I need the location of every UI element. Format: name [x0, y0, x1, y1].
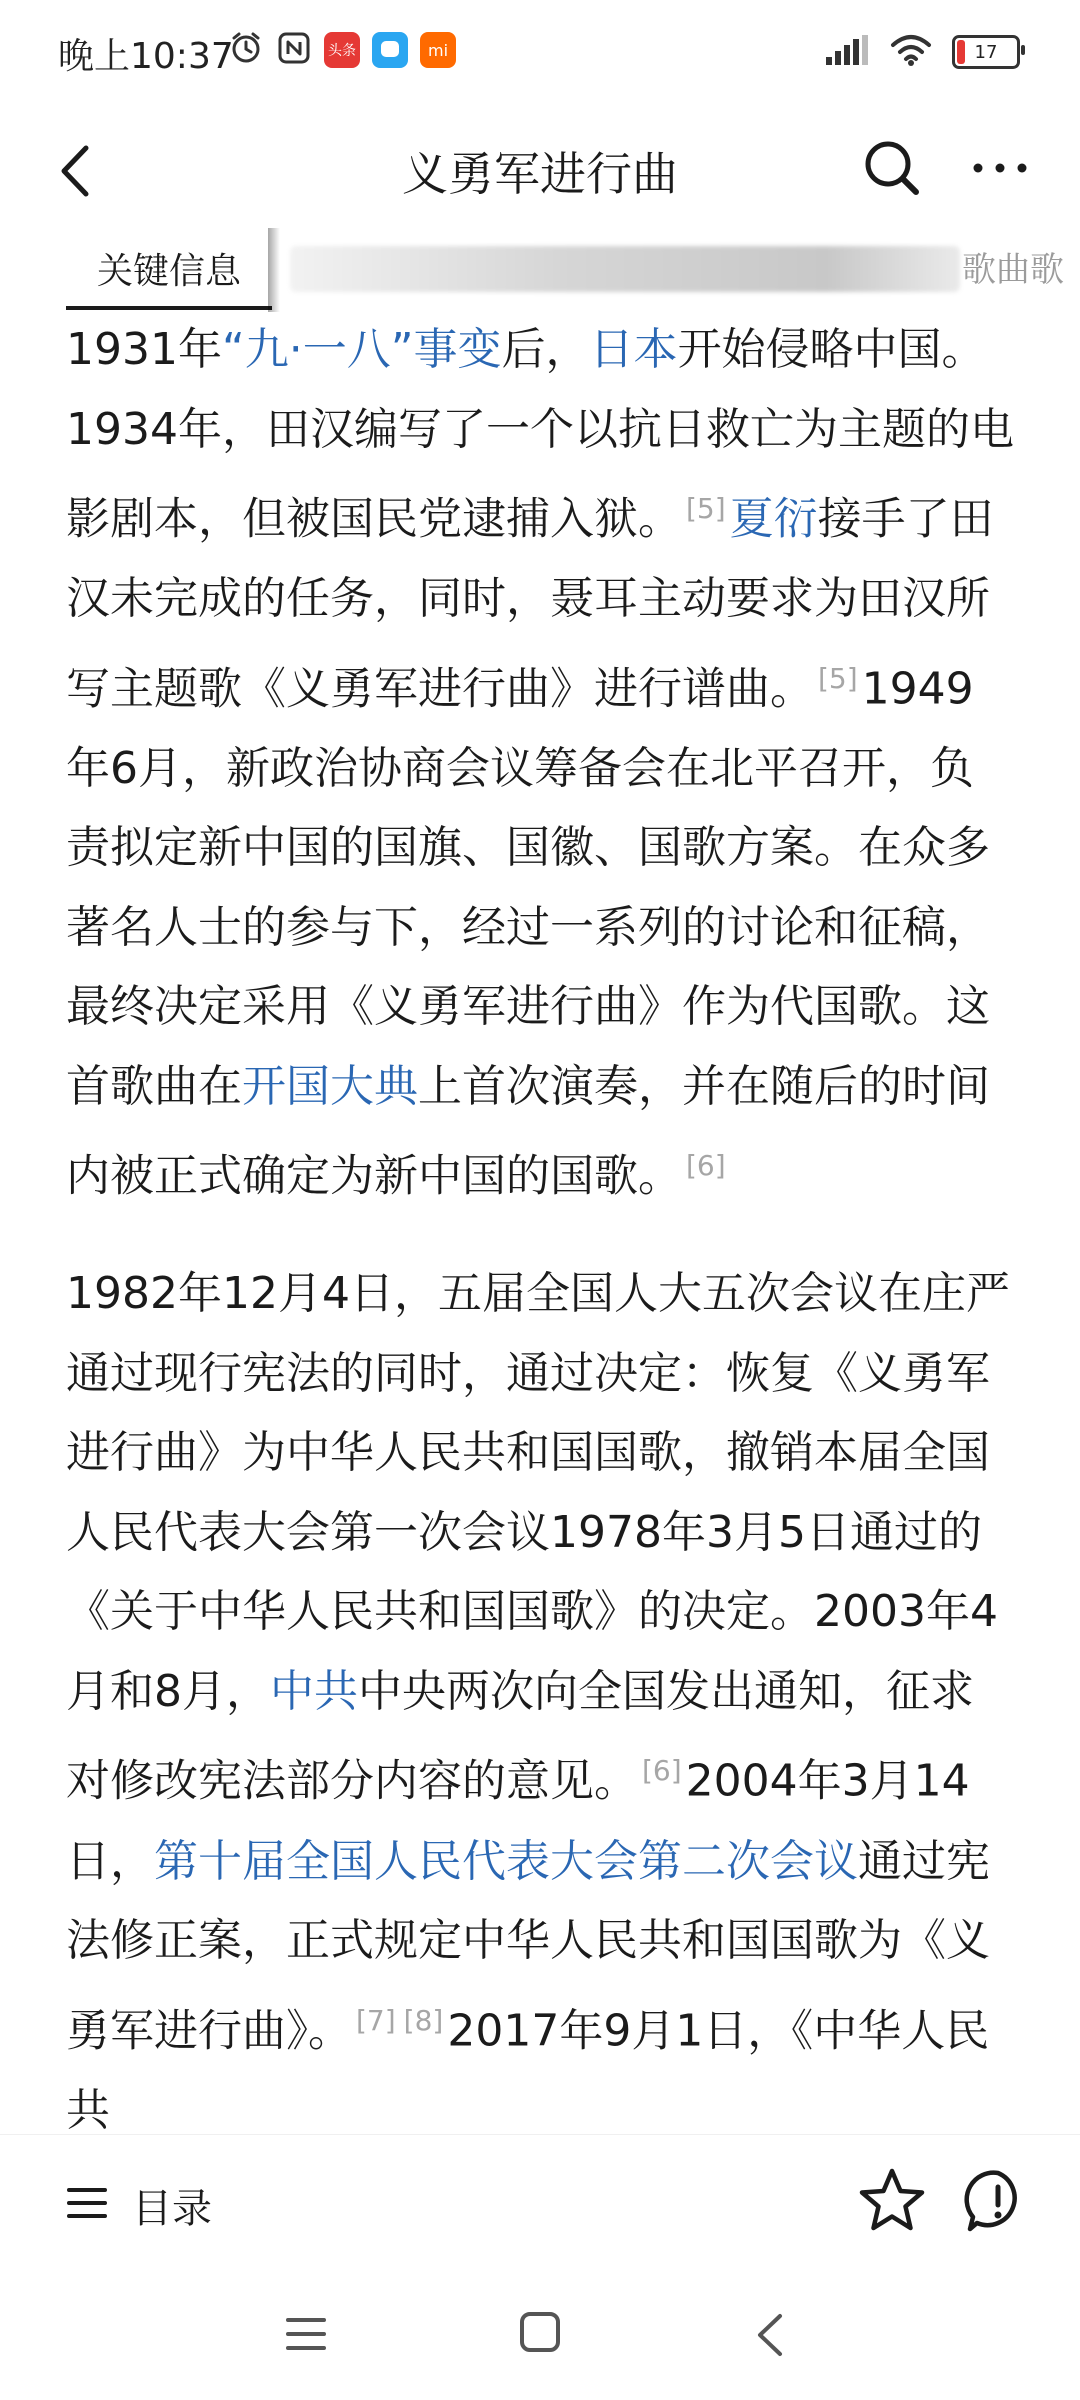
link-10th-npc-2nd-session[interactable]: 第十届全国人民代表大会第二次会议	[154, 1835, 858, 1887]
toutiao-icon	[324, 32, 360, 68]
link-founding-ceremony[interactable]: 开国大典	[242, 1060, 418, 1112]
nfc-icon	[276, 30, 312, 70]
tab-scroll-area[interactable]	[290, 246, 960, 292]
p1-text-6: 上首次演奏，并在随后的时间内被正式确定为新中国的国歌。	[66, 1060, 990, 1202]
article-content	[66, 310, 1016, 2134]
p2-text-2: 中央两次向全国发出通知，征求对修改宪法部分内容的意见。	[66, 1665, 974, 1808]
p1-text-1: 1931年	[66, 324, 222, 375]
link-xia-yan[interactable]: 夏衍	[729, 493, 818, 545]
status-bar	[0, 0, 1080, 108]
battery-icon	[952, 35, 1020, 69]
wifi-icon	[890, 34, 932, 70]
p2-text-3: 2004年3月14日，	[66, 1756, 970, 1887]
signal-icon	[824, 35, 870, 69]
exclamation-circle-icon[interactable]	[960, 2163, 1036, 2239]
top-navigation-bar	[0, 108, 1080, 234]
p1-text-2: 后，	[501, 324, 590, 375]
p1-text-3: 开始侵略中国。1934年，田汉编写了一个以抗日救亡为主题的电影剧本，但被国民党逮捕入狱。	[66, 324, 1014, 545]
tab-key-info[interactable]: 关键信息	[96, 250, 241, 292]
bottom-toolbar	[0, 2134, 1080, 2275]
p2-text-4: 通过宪法修正案，正式规定中华人民共和国国歌为《义勇军进行曲》。	[66, 1835, 990, 2057]
menu-icon[interactable]	[66, 2185, 108, 2221]
reference-marker[interactable]: [8]	[403, 2003, 444, 2037]
section-tabs	[0, 228, 1080, 314]
back-icon[interactable]	[752, 2310, 788, 2360]
reference-marker[interactable]: [7]	[356, 2003, 396, 2037]
alarm-icon	[228, 30, 264, 70]
article-paragraph-1	[66, 310, 1016, 1216]
battery-fill	[957, 40, 965, 64]
reference-marker[interactable]: [6]	[686, 1149, 726, 1183]
reference-marker[interactable]: [5]	[686, 492, 726, 525]
status-system-icons	[824, 34, 1020, 70]
status-notification-icons	[228, 30, 456, 70]
link-japan[interactable]: 日本	[589, 324, 678, 375]
toutiao-icon-text: 头条	[328, 43, 356, 59]
page-title: 义勇军进行曲	[402, 147, 678, 201]
chat-app-icon	[372, 32, 408, 68]
p2-text-5: 2017年9月1日，《中华人民共	[66, 2005, 990, 2134]
reference-marker[interactable]: [6]	[642, 1754, 682, 1788]
link-sept18-incident[interactable]: “九·一八”事变	[221, 324, 502, 375]
p1-text-4: 接手了田汉未完成的任务，同时，聂耳主动要求为田汉所写主题歌《义勇军进行曲》进行谱曲。	[66, 493, 994, 715]
mi-icon-text: mi	[427, 40, 449, 60]
reference-marker[interactable]: [5]	[818, 661, 858, 695]
system-navigation-bar	[0, 2274, 1080, 2400]
more-icon[interactable]	[960, 128, 1040, 208]
p2-text-1: 1982年12月4日，五届全国人大五次会议在庄严通过现行宪法的同时，通过决定：恢复《义勇军进行曲》为中华人民共和国国歌，撤销本届全国人民代表大会第一次会议1978年3月5日通过的《关于中华人民共和国国歌》的决定。2003年4月和8月，	[66, 1268, 1010, 1717]
link-ccp[interactable]: 中共	[270, 1665, 358, 1717]
table-of-contents-button[interactable]: 目录	[132, 2186, 212, 2232]
status-time: 晚上10:37	[58, 36, 234, 77]
p1-text-5: 1949年6月，新政治协商会议筹备会在北平召开，负责拟定新中国的国旗、国徽、国歌方案。在众多著名人士的参与下，经过一系列的讨论和征稿，最终决定采用《义勇军进行曲》作为代国歌。这首歌曲在	[66, 663, 990, 1112]
tab-scroll-shadow	[268, 228, 280, 312]
article-paragraph-2	[66, 1254, 1016, 2134]
home-icon[interactable]	[518, 2310, 562, 2354]
recent-apps-icon[interactable]	[284, 2314, 328, 2354]
tab-song-partial[interactable]: 歌曲歌	[962, 250, 1064, 290]
battery-level: 17	[974, 41, 998, 63]
mi-icon	[420, 32, 456, 68]
star-icon[interactable]	[854, 2163, 930, 2239]
search-icon[interactable]	[852, 128, 932, 208]
